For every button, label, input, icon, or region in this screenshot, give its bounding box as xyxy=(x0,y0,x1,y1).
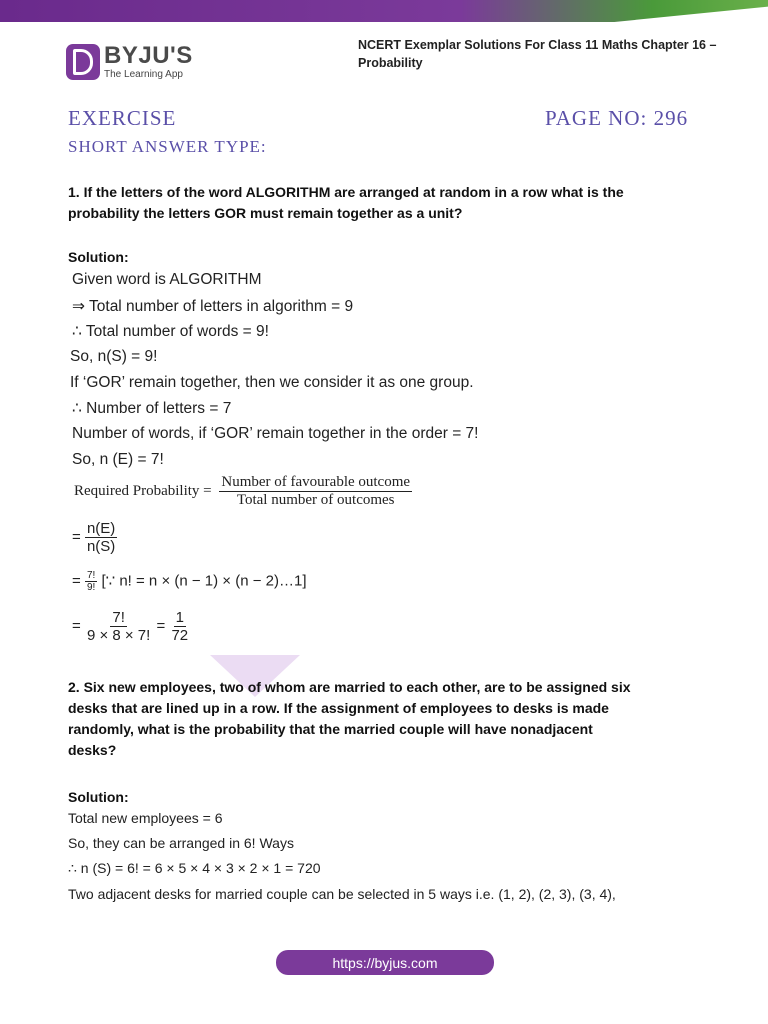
q1-solution-line: So, n (E) = 7! xyxy=(72,451,164,468)
byjus-logo xyxy=(66,44,193,80)
q1-question-line-2: probability the letters GOR must remain together as a unit? xyxy=(68,205,463,221)
fraction-denominator: 72 xyxy=(171,627,189,644)
page-number: PAGE NO: 296 xyxy=(545,106,689,130)
q2-question-line: randomly, what is the probability that the married couple will have nonadjacent xyxy=(68,721,593,737)
q2-solution-line: Two adjacent desks for married couple can be selected in 5 ways i.e. (1, 2), (2, 3), (3, 4), xyxy=(68,886,616,902)
exercise-heading: EXERCISE xyxy=(68,106,177,130)
q2-question xyxy=(68,677,631,761)
step-2 xyxy=(72,570,307,593)
step-1 xyxy=(72,520,117,555)
q1-question xyxy=(68,182,624,224)
fraction-numerator: Number of favourable outcome xyxy=(221,474,411,490)
q2-solution-line: ∴ n (S) = 6! = 6 × 5 × 4 × 3 × 2 × 1 = 720 xyxy=(68,860,321,876)
q2-question-line: 2. Six new employees, two of whom are married to each other, are to be assigned six xyxy=(68,679,631,695)
q2-solution-line: Total new employees = 6 xyxy=(68,810,223,826)
q1-solution-line: ∴ Total number of words = 9! xyxy=(72,323,269,340)
fraction-denominator: 9! xyxy=(86,582,96,593)
equals-sign: = xyxy=(156,617,166,635)
website-link[interactable]: https://byjus.com xyxy=(276,950,494,975)
q2-question-line: desks that are lined up in a row. If the assignment of employees to desks is made xyxy=(68,700,609,716)
q1-solution-line: ∴ Number of letters = 7 xyxy=(72,400,232,417)
fraction-denominator: Total number of outcomes xyxy=(236,492,395,508)
q2-question-line: desks? xyxy=(68,742,117,758)
short-answer-heading: SHORT ANSWER TYPE: xyxy=(68,137,267,156)
document-title: NCERT Exemplar Solutions For Class 11 Maths Chapter 16 – Probability xyxy=(358,38,717,70)
equals-sign: = xyxy=(72,617,81,635)
required-probability-label: Required Probability = xyxy=(74,482,212,499)
top-decorative-bar xyxy=(0,0,768,22)
fraction-numerator: n(E) xyxy=(86,520,116,537)
q1-solution-line: ⇒ Total number of letters in algorithm = 9 xyxy=(72,298,354,315)
fraction-denominator: 9 × 8 × 7! xyxy=(86,627,151,644)
fraction-numerator: 7! xyxy=(112,609,125,626)
brand-name: BYJU'S xyxy=(104,42,193,69)
q2-solution-line: So, they can be arranged in 6! Ways xyxy=(68,835,294,851)
q1-solution-line: Number of words, if ‘GOR’ remain together in the order = 7! xyxy=(72,425,479,442)
equals-sign: = xyxy=(72,572,81,590)
equals-sign: = xyxy=(72,528,81,546)
required-probability-formula xyxy=(74,474,412,509)
q1-solution-line: So, n(S) = 9! xyxy=(70,348,158,365)
fraction-numerator: 7! xyxy=(86,570,96,581)
brand-tagline: The Learning App xyxy=(104,69,183,80)
step-3 xyxy=(72,609,190,644)
q1-solution-line: If ‘GOR’ remain together, then we consider it as one group. xyxy=(70,374,474,391)
q1-question-line-1: 1. If the letters of the word ALGORITHM are arranged at random in a row what is the xyxy=(68,184,624,200)
fraction-numerator: 1 xyxy=(175,609,184,626)
fraction-denominator: n(S) xyxy=(86,538,116,555)
q1-solution-line: Given word is ALGORITHM xyxy=(72,271,262,288)
q1-solution-heading: Solution: xyxy=(68,249,129,265)
q2-solution-heading: Solution: xyxy=(68,789,129,805)
logo-mark xyxy=(66,44,100,80)
factorial-note: [∵ n! = n × (n − 1) × (n − 2)…1] xyxy=(101,572,307,590)
